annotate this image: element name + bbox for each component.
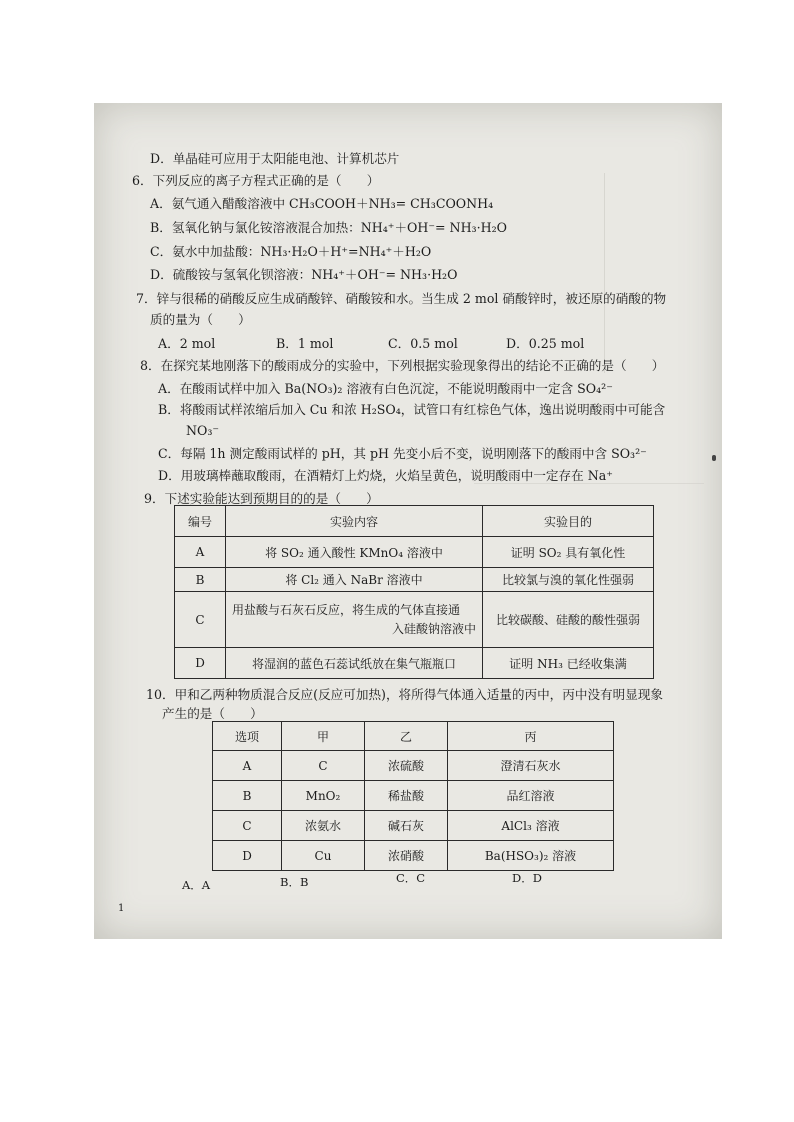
q10-cell: C <box>282 751 365 781</box>
q10-cell: 澄清石灰水 <box>448 751 614 781</box>
q6-option-b: B．氢氧化钠与氯化铵溶液混合加热：NH₄⁺＋OH⁻= NH₃·H₂O <box>150 220 507 235</box>
q10-stem-line2: 产生的是（ ） <box>162 706 263 721</box>
q10-cell: C <box>213 811 282 841</box>
q10-cell: 浓硝酸 <box>365 841 448 871</box>
q10-answer-a: A．A <box>182 878 211 892</box>
q9-cell: 比较碳酸、硅酸的酸性强弱 <box>483 592 654 648</box>
q10-cell: 碱石灰 <box>365 811 448 841</box>
q8-stem: 8．在探究某地刚落下的酸雨成分的实验中，下列根据实验现象得出的结论不正确的是（ ） <box>140 358 665 373</box>
q9-cell: 证明 SO₂ 具有氧化性 <box>483 537 654 568</box>
q7-option-d: D．0.25 mol <box>506 336 585 351</box>
q9-cell: C <box>175 592 226 648</box>
q9-cell <box>226 592 483 648</box>
show-through-decoration <box>604 173 715 373</box>
q8-option-b-line2: NO₃⁻ <box>186 423 220 438</box>
q10-cell: 浓氨水 <box>282 811 365 841</box>
q9-cell: 将湿润的蓝色石蕊试纸放在集气瓶瓶口 <box>226 648 483 679</box>
q8-option-a: A．在酸雨试样中加入 Ba(NO₃)₂ 溶液有白色沉淀，不能说明酸雨中一定含 SO₄²⁻ <box>158 381 613 396</box>
q10-cell: Cu <box>282 841 365 871</box>
q9-cell: A <box>175 537 226 568</box>
page-number: 1 <box>118 903 125 914</box>
q7-option-a: A．2 mol <box>158 336 216 351</box>
q8-option-d: D．用玻璃棒蘸取酸雨，在酒精灯上灼烧，火焰呈黄色，说明酸雨中一定存在 Na⁺ <box>158 468 613 483</box>
q9-cell: B <box>175 568 226 592</box>
q9-cell-line: 入硅酸钠溶液中 <box>391 621 476 636</box>
q6-option-c: C．氨水中加盐酸：NH₃·H₂O＋H⁺=NH₄⁺＋H₂O <box>150 244 432 259</box>
q10-cell: B <box>213 781 282 811</box>
q10-answer-c: C．C <box>396 871 426 885</box>
q10-cell: 品红溶液 <box>448 781 614 811</box>
q10-cell: Ba(HSO₃)₂ 溶液 <box>448 841 614 871</box>
q10-answer-b: B．B <box>280 875 309 889</box>
q10-stem-line1: 10．甲和乙两种物质混合反应(反应可加热)，将所得气体通入适量的丙中，丙中没有明显现象 <box>146 687 664 702</box>
q9-table <box>174 505 654 679</box>
q10-header-b: 乙 <box>365 722 448 751</box>
q6-option-a: A．氨气通入醋酸溶液中 CH₃COOH＋NH₃= CH₃COONH₄ <box>150 196 494 211</box>
q10-cell: MnO₂ <box>282 781 365 811</box>
q5-option-d: D．单晶硅可应用于太阳能电池、计算机芯片 <box>150 151 400 166</box>
q9-cell: 将 SO₂ 通入酸性 KMnO₄ 溶液中 <box>226 537 483 568</box>
q9-header-purpose: 实验目的 <box>483 506 654 537</box>
exam-paper-photo <box>94 103 722 939</box>
q9-header-content: 实验内容 <box>226 506 483 537</box>
q9-header-id: 编号 <box>175 506 226 537</box>
q10-header-option: 选项 <box>213 722 282 751</box>
q9-cell: 比较氯与溴的氧化性强弱 <box>483 568 654 592</box>
q7-stem-line1: 7．锌与很稀的硝酸反应生成硝酸锌、硝酸铵和水。当生成 2 mol 硝酸锌时，被还原的硝酸的物 <box>136 291 667 306</box>
q8-option-b-line1: B．将酸雨试样浓缩后加入 Cu 和浓 H₂SO₄，试管口有红棕色气体，逸出说明酸雨中可能含 <box>158 402 666 417</box>
q10-header-a: 甲 <box>282 722 365 751</box>
q6-option-d: D．硫酸铵与氢氧化钡溶液：NH₄⁺＋OH⁻= NH₃·H₂O <box>150 267 458 282</box>
q7-option-c: C．0.5 mol <box>388 336 458 351</box>
q10-cell: D <box>213 841 282 871</box>
q10-cell: 稀盐酸 <box>365 781 448 811</box>
ink-speck <box>712 455 716 461</box>
q9-stem: 9．下述实验能达到预期目的的是（ ） <box>144 491 379 506</box>
q10-cell: AlCl₃ 溶液 <box>448 811 614 841</box>
q6-stem: 6．下列反应的离子方程式正确的是（ ） <box>132 173 380 188</box>
q10-header-c: 丙 <box>448 722 614 751</box>
q7-stem-line2: 质的量为（ ） <box>150 312 251 327</box>
q9-cell: 将 Cl₂ 通入 NaBr 溶液中 <box>226 568 483 592</box>
q10-table <box>212 721 614 871</box>
q10-answer-d: D．D <box>512 871 542 885</box>
q10-cell: 浓硫酸 <box>365 751 448 781</box>
q9-cell: D <box>175 648 226 679</box>
q9-cell-line: 用盐酸与石灰石反应，将生成的气体直接通 <box>232 602 461 617</box>
q7-option-b: B．1 mol <box>276 336 334 351</box>
q8-option-c: C．每隔 1h 测定酸雨试样的 pH，其 pH 先变小后不变，说明刚落下的酸雨中含 SO₃²⁻ <box>158 446 647 461</box>
q10-cell: A <box>213 751 282 781</box>
q9-cell: 证明 NH₃ 已经收集满 <box>483 648 654 679</box>
